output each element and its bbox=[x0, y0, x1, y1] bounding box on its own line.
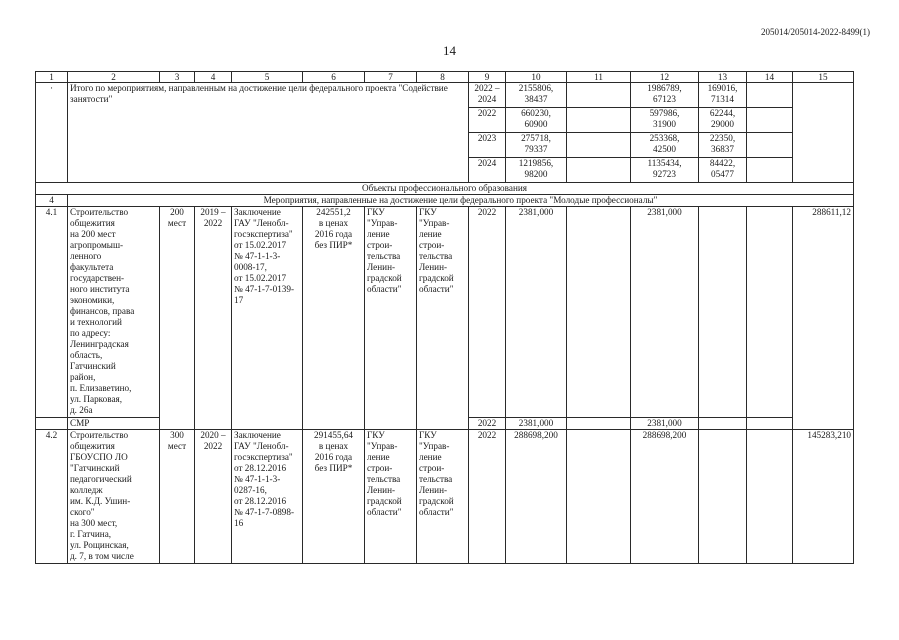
total-sum: 660230, 60900 bbox=[506, 108, 567, 133]
total-col13: 22350, 36837 bbox=[699, 133, 747, 158]
table-row bbox=[36, 207, 854, 418]
total-col13: 84422, 05477 bbox=[699, 158, 747, 183]
total-empty-11 bbox=[567, 83, 631, 108]
total-col12: 597986, 31900 bbox=[631, 108, 699, 133]
total-col13: 169016, 71314 bbox=[699, 83, 747, 108]
smr-total: 2381,000 bbox=[506, 418, 567, 430]
total-empty-14 bbox=[747, 133, 793, 158]
total-col13: 62244, 29000 bbox=[699, 108, 747, 133]
total-sum: 2155806, 38437 bbox=[506, 83, 567, 108]
regional-amount: 2381,000 bbox=[631, 207, 699, 418]
program-table bbox=[35, 71, 854, 564]
total-col12: 253368, 42500 bbox=[631, 133, 699, 158]
total-row-dot: · bbox=[36, 83, 68, 183]
total-year: 2022 – 2024 bbox=[469, 83, 506, 108]
year: 2022 bbox=[469, 207, 506, 418]
col-header-3: 3 bbox=[160, 72, 195, 83]
total-label: Итого по мероприятиям, направленным на достижение цели федерального проекта "Содействие занятости" bbox=[68, 83, 469, 183]
col-header-14: 14 bbox=[747, 72, 793, 83]
total-row-2022-2024 bbox=[36, 83, 854, 108]
total-col12: 1986789, 67123 bbox=[631, 83, 699, 108]
total-sum: 275718, 79337 bbox=[506, 133, 567, 158]
estimated-cost: 291455,64 в ценах 2016 года без ПИР* bbox=[303, 430, 365, 564]
col-header-5: 5 bbox=[232, 72, 303, 83]
col-header-7: 7 bbox=[365, 72, 417, 83]
customer: ГКУ "Управ- ление строи- тельства Ленин- градской области" bbox=[365, 207, 417, 430]
col-header-13: 13 bbox=[699, 72, 747, 83]
document-id: 205014/205014-2022-8499(1) bbox=[761, 27, 870, 37]
period: 2019 – 2022 bbox=[195, 207, 232, 430]
empty-cell bbox=[747, 418, 793, 430]
subsection-number: 4 bbox=[36, 195, 68, 207]
total-empty-14 bbox=[747, 108, 793, 133]
capacity: 200 мест bbox=[160, 207, 195, 430]
regional-amount: 288698,200 bbox=[631, 430, 699, 564]
empty-cell bbox=[567, 430, 631, 564]
total-amount: 288698,200 bbox=[506, 430, 567, 564]
column-number-row bbox=[36, 72, 854, 83]
page-number: 14 bbox=[443, 43, 456, 58]
col-header-4: 4 bbox=[195, 72, 232, 83]
total-sum: 1219856, 98200 bbox=[506, 158, 567, 183]
total-empty-15 bbox=[793, 83, 854, 183]
expertise: Заключение ГАУ "Ленобл- госэкспертиза" от 28.12.2016 № 47-1-1-3- 0287-16, от 28.12.2016 № 47-1-7-0898- 16 bbox=[232, 430, 303, 564]
total-empty-11 bbox=[567, 133, 631, 158]
col15-amount: 145283,210 bbox=[793, 430, 854, 564]
col-header-10: 10 bbox=[506, 72, 567, 83]
customer: ГКУ "Управ- ление строи- тельства Ленин- градской области" bbox=[365, 430, 417, 564]
col-header-6: 6 bbox=[303, 72, 365, 83]
object-name: Строительство общежития на 200 мест агропромыш- ленного факультета государствен- ного института экономики, финансов, права и технологий по адресу: Ленинградская область, Гатчинский район, п. Елизаветино, ул. Парковая, д. 26а bbox=[68, 207, 160, 418]
year: 2022 bbox=[469, 430, 506, 564]
empty-cell bbox=[36, 418, 68, 430]
object-name: Строительство общежития ГБОУСПО ЛО "Гатчинский педагогический колледж им. К.Д. Ушин- ского" на 300 мест, г. Гатчина, ул. Рощинская, д. 7, в том числе bbox=[68, 430, 160, 564]
item-number: 4.2 bbox=[36, 430, 68, 564]
total-empty-14 bbox=[747, 83, 793, 108]
total-year: 2022 bbox=[469, 108, 506, 133]
item-number: 4.1 bbox=[36, 207, 68, 418]
total-empty-11 bbox=[567, 108, 631, 133]
total-year: 2024 bbox=[469, 158, 506, 183]
empty-cell bbox=[699, 207, 747, 418]
smr-year: 2022 bbox=[469, 418, 506, 430]
col-header-12: 12 bbox=[631, 72, 699, 83]
empty-cell bbox=[747, 430, 793, 564]
total-amount: 2381,000 bbox=[506, 207, 567, 418]
empty-cell bbox=[699, 430, 747, 564]
col-header-8: 8 bbox=[417, 72, 469, 83]
subsection-title: Мероприятия, направленные на достижение цели федерального проекта "Молодые профессионалы" bbox=[68, 195, 854, 207]
empty-cell bbox=[699, 418, 747, 430]
col-header-2: 2 bbox=[68, 72, 160, 83]
col15-amount: 288611,12 bbox=[793, 207, 854, 430]
total-empty-14 bbox=[747, 158, 793, 183]
developer: ГКУ "Управ- ление строи- тельства Ленин- градской области" bbox=[417, 207, 469, 430]
section-title: Объекты профессионального образования bbox=[36, 183, 854, 195]
col-header-11: 11 bbox=[567, 72, 631, 83]
section-row bbox=[36, 183, 854, 195]
expertise: Заключение ГАУ "Ленобл- госэкспертиза" от 15.02.2017 № 47-1-1-3- 0008-17, от 15.02.2017 № 47-1-7-0139- 17 bbox=[232, 207, 303, 430]
empty-cell bbox=[747, 207, 793, 418]
col-header-9: 9 bbox=[469, 72, 506, 83]
col-header-15: 15 bbox=[793, 72, 854, 83]
total-empty-11 bbox=[567, 158, 631, 183]
table-row bbox=[36, 430, 854, 564]
empty-cell bbox=[567, 207, 631, 418]
period: 2020 – 2022 bbox=[195, 430, 232, 564]
total-year: 2023 bbox=[469, 133, 506, 158]
capacity: 300 мест bbox=[160, 430, 195, 564]
smr-label: СМР bbox=[68, 418, 160, 430]
total-col12: 1135434, 92723 bbox=[631, 158, 699, 183]
smr-regional: 2381,000 bbox=[631, 418, 699, 430]
col-header-1: 1 bbox=[36, 72, 68, 83]
developer: ГКУ "Управ- ление строи- тельства Ленин- градской области" bbox=[417, 430, 469, 564]
estimated-cost: 242551,2 в ценах 2016 года без ПИР* bbox=[303, 207, 365, 430]
empty-cell bbox=[567, 418, 631, 430]
subsection-row bbox=[36, 195, 854, 207]
